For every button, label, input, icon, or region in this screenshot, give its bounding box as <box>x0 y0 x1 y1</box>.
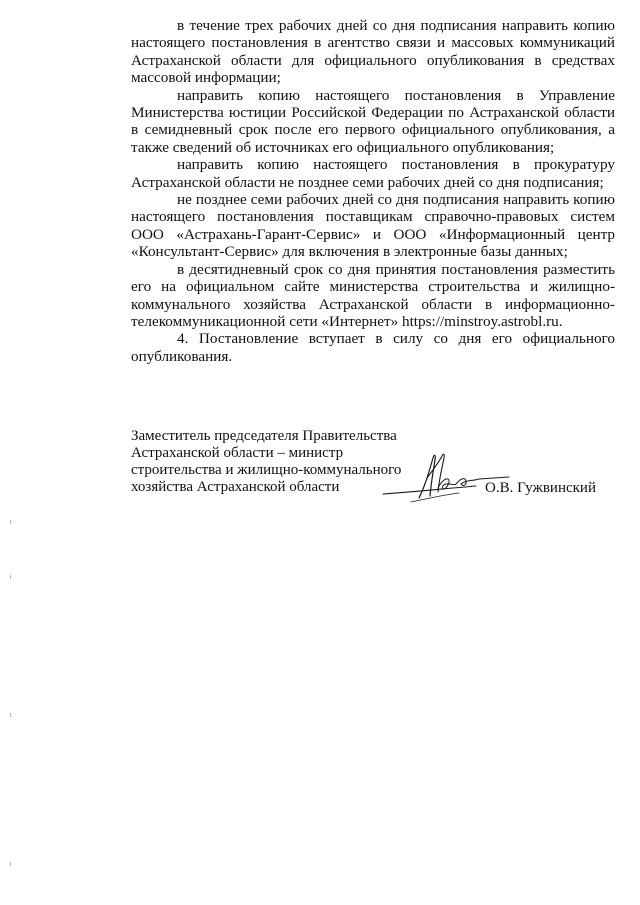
paragraph-publication-agency: в течение трех рабочих дней со дня подписания направить копию настоящего постановления в агентство связи и массовых коммуникаций Астраханской области для официального опубликования в средствах массовой информации; <box>131 17 615 87</box>
scan-tick <box>10 520 11 524</box>
signature-block <box>131 428 615 508</box>
signatory-position: Заместитель председателя Правительства Астраханской области – министр строительства и жилищно-коммунального хозяйства Астраханской области <box>131 428 402 495</box>
handwritten-signature <box>381 448 511 506</box>
signatory-name: О.В. Гужвинский <box>485 480 596 496</box>
scan-tick <box>10 862 11 866</box>
scan-tick <box>10 713 11 717</box>
paragraph-prosecutor: направить копию настоящего постановления в прокуратуру Астраханской области не позднее семи рабочих дней со дня подписания; <box>131 156 615 191</box>
scan-margin-marks <box>8 0 14 905</box>
paragraph-website: в десятидневный срок со дня принятия постановления разместить его на официальном сайте министерства строительства и жилищно-коммунального хозяйства Астраханской области в информационно-телекоммуникационной сети «Интернет» https://minstroy.astrobl.ru. <box>131 260 615 330</box>
document-body <box>131 17 615 365</box>
paragraph-effective-date: 4. Постановление вступает в силу со дня его официального опубликования. <box>131 330 615 365</box>
paragraph-justice-ministry: направить копию настоящего постановления в Управление Министерства юстиции Российской Федерации по Астраханской области в семидневный срок после его первого официального опубликования, а также сведений об источниках его официального опубликования; <box>131 86 615 156</box>
paragraph-legal-systems: не позднее семи рабочих дней со дня подписания направить копию настоящего постановления поставщикам справочно-правовых систем ООО «Астрахань-Гарант-Сервис» и ООО «Информационный центр «Консультант-Сервис» для включения в электронные базы данных; <box>131 191 615 261</box>
scan-tick <box>10 575 11 579</box>
